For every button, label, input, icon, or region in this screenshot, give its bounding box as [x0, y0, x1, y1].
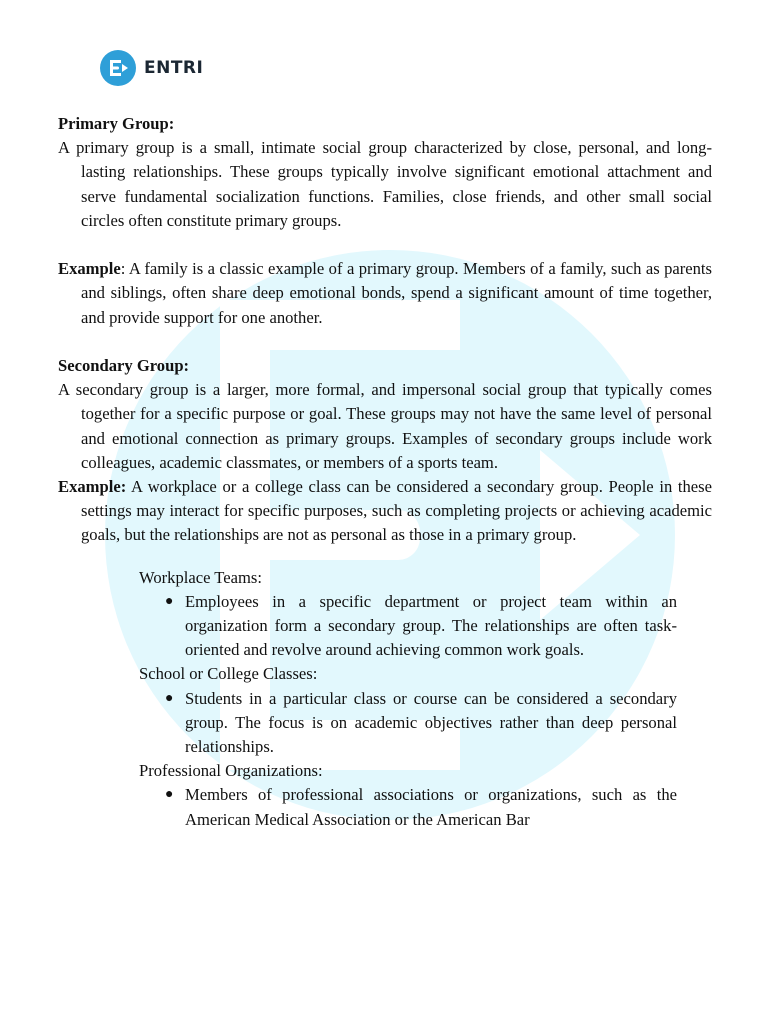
example-label: Example: [58, 477, 127, 497]
bullet-icon: ● [165, 593, 174, 609]
primary-group-heading: Primary Group: [58, 114, 175, 133]
list-item [139, 783, 677, 831]
list-item-title: Workplace Teams: [139, 567, 262, 587]
primary-group-example [58, 257, 712, 330]
secondary-group-heading: Secondary Group: [58, 356, 190, 375]
list-item-text: Employees in a specific department or project team within an organization form a secondary group. The relationships are often task-oriented and revolve around achieving common work goals. [185, 591, 677, 660]
example-label: Example [58, 259, 121, 279]
list-item [139, 687, 677, 760]
list-item-text: Students in a particular class or course can be considered a secondary group. The focus is on academic objectives rather than deep personal relationships. [185, 688, 677, 757]
document-body [58, 112, 712, 832]
secondary-group-definition: A secondary group is a larger, more formal, and impersonal social group that typically comes together for a specific purpose or goal. These groups may not have the same level of personal and emotional connection as primary groups. Examples of secondary groups include work colleagues, academic classmates, or members of a sports team. [58, 380, 712, 472]
list-item-text: Members of professional associations or organizations, such as the American Medical Association or the American Bar [185, 785, 677, 829]
entri-logo-icon [100, 50, 136, 86]
brand-logo [100, 50, 203, 86]
list-item [139, 590, 677, 663]
primary-group-definition: A primary group is a small, intimate social group characterized by close, personal, and long-lasting relationships. These groups typically involve significant emotional attachment and serve fundamental socialization functions. Families, close friends, and other small social circles often constitute primary groups. [58, 138, 712, 230]
brand-name: ENTRI [144, 58, 204, 78]
example-text: A workplace or a college class can be considered a secondary group. People in these settings may interact for specific purposes, such as completing projects or achieving academic goals, but the relationships are not as personal as those in a primary group. [81, 477, 712, 545]
bullet-icon: ● [165, 690, 174, 706]
bullet-icon: ● [165, 787, 174, 803]
secondary-group-example [58, 475, 712, 548]
list-item-title: School or College Classes: [139, 664, 318, 684]
list-item-title: Professional Organizations: [139, 761, 323, 781]
example-text: : A family is a classic example of a primary group. Members of a family, such as parents and siblings, often share deep emotional bonds, spend a significant amount of time together, and provide support for one another. [81, 259, 712, 327]
secondary-group-examples-list [139, 566, 677, 832]
